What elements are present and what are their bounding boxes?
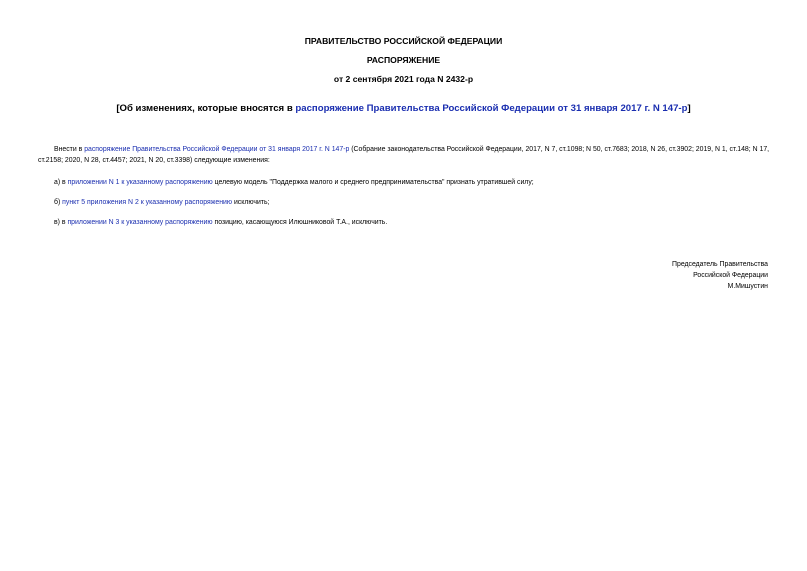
paragraph-b xyxy=(38,197,770,208)
pb-prefix: б) xyxy=(54,199,63,206)
signature-country: Российской Федерации xyxy=(693,272,768,279)
signature-name: М.Мишустин xyxy=(727,283,768,290)
subtitle-prefix: [Об изменениях, которые вносятся в xyxy=(116,103,296,114)
subtitle-suffix: ] xyxy=(687,103,691,114)
p1-suffix: (Собрание законодательства Российской Федерации, 2017, N 7, ст.1098; N 50, ст.7683; 2018, N 26, ст.3902; 2019, N 1, ст.148; N 17, ст.2158; 2020, N 28, ст.4457; 2021, N 20, ст.3398) следующие изменения: xyxy=(38,146,770,164)
pc-prefix: в) в xyxy=(54,219,68,226)
pc-link[interactable]: приложении N 3 к указанному распоряжению xyxy=(67,219,213,226)
pa-link[interactable]: приложении N 1 к указанному распоряжению xyxy=(67,179,213,186)
signature-title: Председатель Правительства xyxy=(672,261,768,268)
doc-type-heading: РАСПОРЯЖЕНИЕ xyxy=(366,55,441,65)
pa-prefix: а) в xyxy=(54,179,68,186)
p1-prefix: Внести в xyxy=(54,146,85,153)
pa-suffix: целевую модель "Поддержка малого и среднего предпринимательства" признать утратившей силу; xyxy=(212,179,534,186)
date-number-heading: от 2 сентября 2021 года N 2432-р xyxy=(333,74,474,84)
paragraph-a xyxy=(38,177,770,188)
document-subtitle xyxy=(0,103,807,114)
subtitle-link[interactable]: распоряжение Правительства Российской Федерации от 31 января 2017 г. N 147-р xyxy=(295,103,688,114)
paragraph-intro xyxy=(38,144,770,166)
pb-link[interactable]: пункт 5 приложения N 2 к указанному распоряжению xyxy=(62,199,233,206)
pc-suffix: позицию, касающуюся Илюшниковой Т.А., исключить. xyxy=(212,219,388,226)
signature-block xyxy=(672,259,768,292)
pb-suffix: исключить; xyxy=(232,199,270,206)
paragraph-c xyxy=(38,217,770,228)
org-heading: ПРАВИТЕЛЬСТВО РОССИЙСКОЙ ФЕДЕРАЦИИ xyxy=(304,36,503,46)
p1-link[interactable]: распоряжение Правительства Российской Федерации от 31 января 2017 г. N 147-р xyxy=(84,146,350,153)
